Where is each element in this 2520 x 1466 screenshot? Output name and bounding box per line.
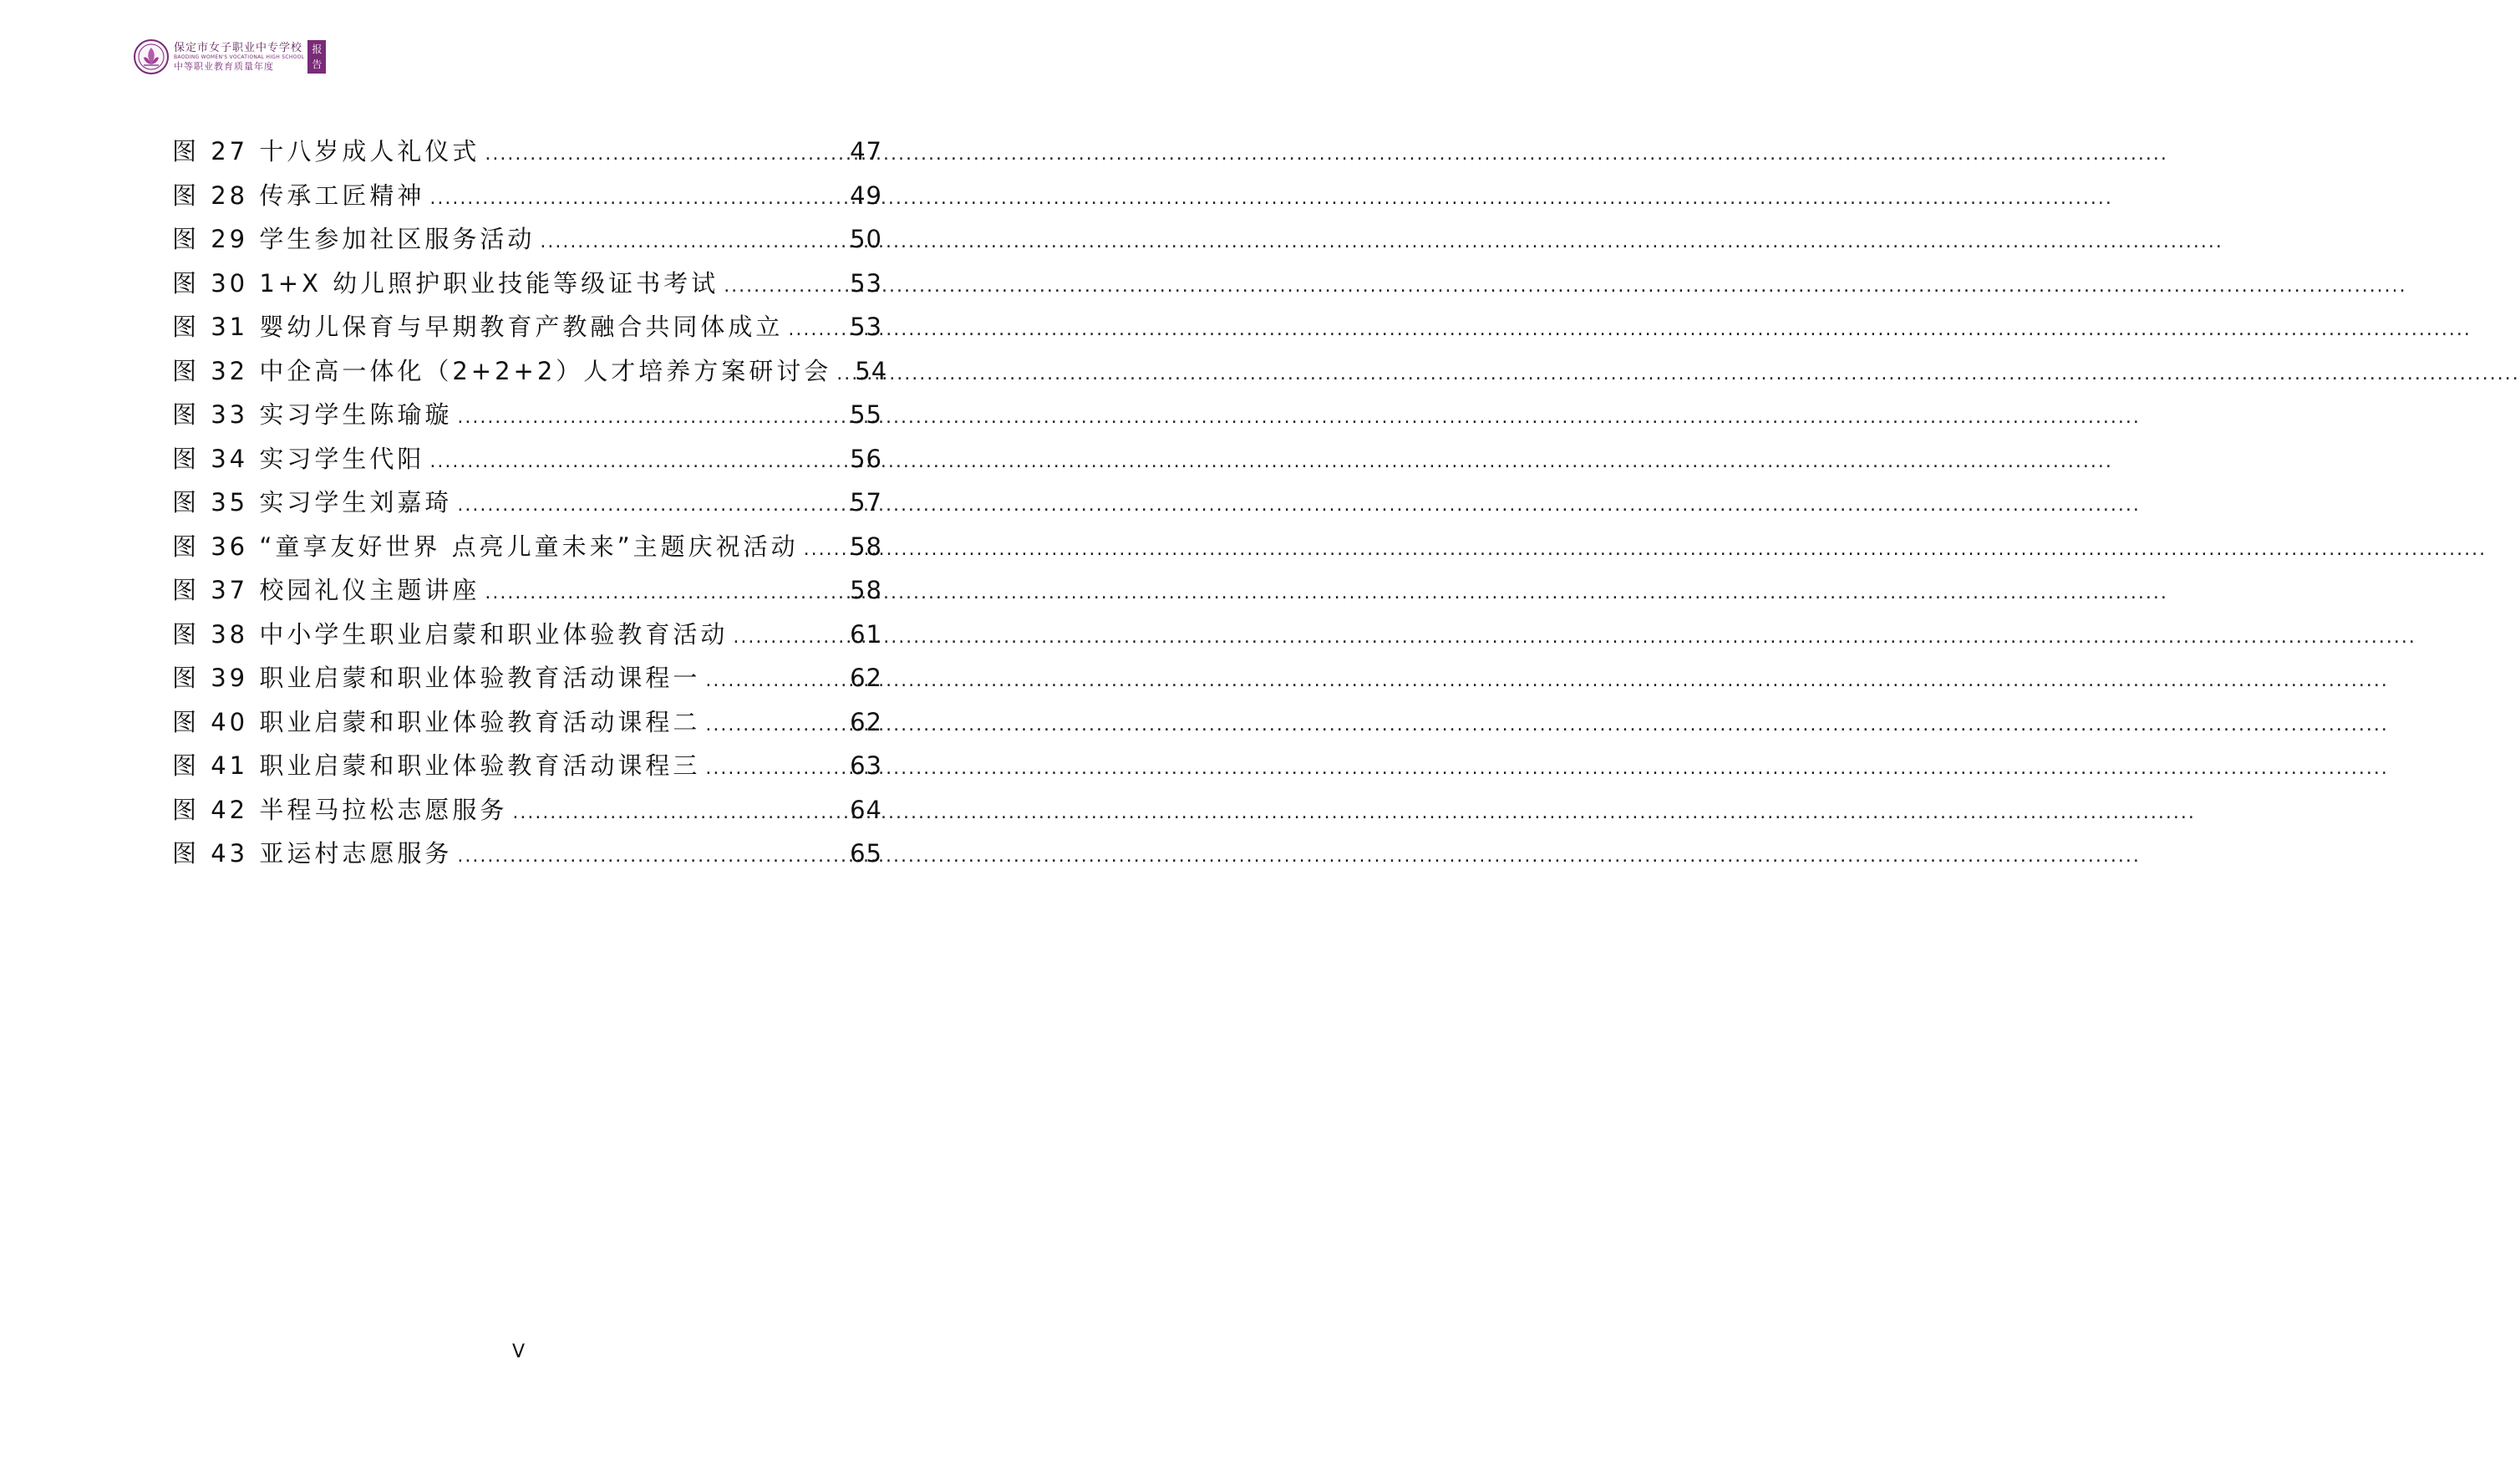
toc-entry-page: 53	[850, 313, 882, 341]
toc-entry-label: 图 37 校园礼仪主题讲座	[172, 576, 480, 604]
toc-entry[interactable]	[172, 217, 882, 262]
toc-entry-label: 图 32 中企高一体化（2+2+2）人才培养方案研讨会	[172, 356, 832, 385]
toc-entry-page: 49	[850, 181, 882, 210]
toc-entry[interactable]	[172, 130, 882, 174]
toc-entry-label: 图 29 学生参加社区服务活动	[172, 225, 536, 253]
toc-dot-leader	[540, 221, 846, 265]
header-logo	[134, 38, 326, 75]
toc-dot-leader	[705, 747, 846, 792]
toc-entry-label: 图 43 亚运村志愿服务	[172, 839, 453, 868]
toc-entry-label: 图 27 十八岁成人礼仪式	[172, 137, 480, 165]
toc-entry-page: 57	[850, 488, 882, 517]
toc-entry[interactable]	[172, 700, 882, 745]
toc-entry-page: 53	[850, 268, 882, 298]
toc-entry-label: 图 38 中小学生职业启蒙和职业体验教育活动	[172, 619, 729, 649]
toc-entry-label: 图 42 半程马拉松志愿服务	[172, 795, 508, 824]
toc-dot-leader	[485, 133, 846, 177]
toc-entry[interactable]	[172, 481, 882, 525]
figure-toc-list	[172, 130, 888, 876]
report-subtitle: 中等职业教育质量年度	[174, 61, 274, 72]
toc-dot-leader	[457, 835, 846, 879]
toc-entry-page: 58	[850, 576, 882, 604]
toc-entry[interactable]	[172, 437, 882, 481]
toc-entry[interactable]	[172, 656, 882, 700]
toc-entry-page: 56	[850, 444, 882, 473]
toc-entry-page: 55	[850, 400, 882, 429]
school-seal-icon	[134, 39, 169, 74]
toc-dot-leader	[705, 659, 846, 704]
toc-dot-leader	[733, 616, 846, 660]
toc-entry[interactable]	[172, 525, 882, 569]
toc-dot-leader	[705, 704, 846, 748]
toc-dot-leader	[429, 440, 846, 485]
report-badge: 报告	[307, 40, 326, 74]
school-name-en: BAODING WOMEN'S VOCATIONAL HIGH SCHOOL	[174, 54, 305, 60]
toc-dot-leader	[485, 572, 846, 616]
toc-dot-leader	[788, 308, 846, 353]
toc-entry-page: 63	[850, 751, 882, 780]
toc-entry[interactable]	[172, 262, 882, 306]
toc-entry-page: 50	[850, 225, 882, 253]
toc-entry-label: 图 34 实习学生代阳	[172, 444, 425, 473]
toc-entry[interactable]	[172, 393, 882, 437]
toc-entry[interactable]	[172, 788, 882, 832]
toc-entry-label: 图 39 职业启蒙和职业体验教育活动课程一	[172, 664, 701, 692]
toc-dot-leader	[724, 265, 846, 309]
toc-entry[interactable]	[172, 832, 882, 876]
toc-dot-leader	[804, 528, 846, 573]
toc-dot-leader	[836, 353, 851, 397]
toc-entry-label: 图 41 职业启蒙和职业体验教育活动课程三	[172, 751, 701, 780]
toc-entry[interactable]	[172, 568, 882, 613]
toc-entry-label: 图 31 婴幼儿保育与早期教育产教融合共同体成立	[172, 313, 784, 341]
toc-entry-page: 64	[850, 795, 882, 824]
toc-dot-leader	[512, 792, 846, 836]
toc-entry[interactable]	[172, 349, 888, 394]
toc-entry-label: 图 36 “童享友好世界 点亮儿童未来”主题庆祝活动	[172, 532, 799, 561]
toc-entry-label: 图 30 1+X 幼儿照护职业技能等级证书考试	[172, 268, 719, 298]
toc-entry-page: 61	[850, 619, 882, 649]
toc-entry-page: 47	[850, 137, 882, 165]
toc-dot-leader	[429, 177, 846, 221]
toc-dot-leader	[457, 484, 846, 528]
toc-entry-label: 图 40 职业启蒙和职业体验教育活动课程二	[172, 707, 701, 736]
toc-entry-page: 62	[850, 707, 882, 736]
toc-entry[interactable]	[172, 174, 882, 218]
toc-entry[interactable]	[172, 305, 882, 349]
toc-entry-label: 图 33 实习学生陈瑜璇	[172, 400, 453, 429]
toc-dot-leader	[457, 396, 846, 440]
school-name: 保定市女子职业中专学校	[174, 42, 303, 54]
toc-entry[interactable]	[172, 744, 882, 788]
toc-entry[interactable]	[172, 613, 882, 657]
header-text	[174, 43, 304, 71]
toc-entry-page: 58	[850, 532, 882, 561]
toc-entry-page: 65	[850, 839, 882, 868]
page-number: V	[511, 1341, 526, 1362]
toc-entry-label: 图 35 实习学生刘嘉琦	[172, 488, 453, 517]
toc-entry-page: 62	[850, 664, 882, 692]
toc-entry-label: 图 28 传承工匠精神	[172, 181, 425, 210]
toc-entry-page: 54	[855, 356, 888, 385]
